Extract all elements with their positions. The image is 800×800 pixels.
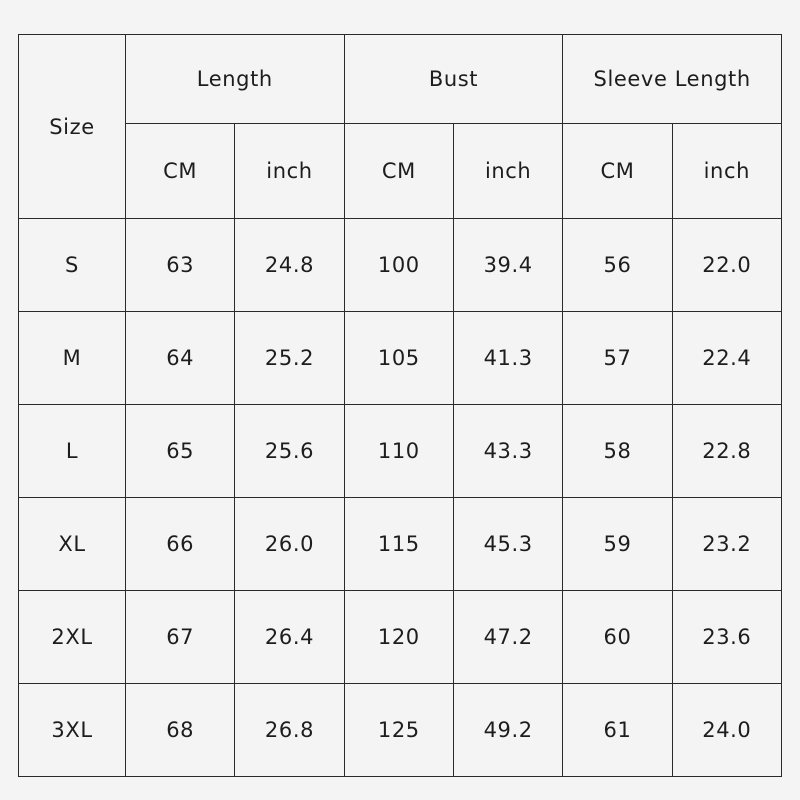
cell-bust-inch: 49.2 xyxy=(453,684,562,777)
cell-length-inch: 25.6 xyxy=(235,405,344,498)
cell-sleeve-cm: 58 xyxy=(563,405,672,498)
cell-bust-cm: 125 xyxy=(344,684,453,777)
header-group-bust: Bust xyxy=(344,35,563,124)
cell-length-cm: 67 xyxy=(126,591,235,684)
header-unit-length-inch: inch xyxy=(235,124,344,219)
header-group-sleeve-length: Sleeve Length xyxy=(563,35,782,124)
cell-length-cm: 65 xyxy=(126,405,235,498)
table-row xyxy=(19,591,782,684)
cell-length-cm: 66 xyxy=(126,498,235,591)
table-header-unit-row xyxy=(19,124,782,219)
cell-bust-cm: 120 xyxy=(344,591,453,684)
cell-length-cm: 68 xyxy=(126,684,235,777)
header-group-length: Length xyxy=(126,35,345,124)
cell-bust-inch: 47.2 xyxy=(453,591,562,684)
cell-length-inch: 26.4 xyxy=(235,591,344,684)
cell-length-cm: 64 xyxy=(126,312,235,405)
table-row xyxy=(19,312,782,405)
cell-sleeve-cm: 60 xyxy=(563,591,672,684)
cell-bust-cm: 115 xyxy=(344,498,453,591)
header-unit-sleeve-cm: CM xyxy=(563,124,672,219)
cell-bust-cm: 105 xyxy=(344,312,453,405)
cell-size: L xyxy=(19,405,126,498)
size-chart-table xyxy=(18,34,782,777)
cell-sleeve-inch: 23.2 xyxy=(672,498,781,591)
cell-length-inch: 26.0 xyxy=(235,498,344,591)
cell-sleeve-cm: 61 xyxy=(563,684,672,777)
cell-length-cm: 63 xyxy=(126,219,235,312)
cell-sleeve-inch: 24.0 xyxy=(672,684,781,777)
cell-sleeve-inch: 22.4 xyxy=(672,312,781,405)
cell-sleeve-inch: 23.6 xyxy=(672,591,781,684)
header-size-corner: Size xyxy=(19,35,126,219)
cell-size: S xyxy=(19,219,126,312)
table-header-group-row xyxy=(19,35,782,124)
cell-sleeve-inch: 22.0 xyxy=(672,219,781,312)
cell-size: M xyxy=(19,312,126,405)
cell-bust-inch: 43.3 xyxy=(453,405,562,498)
cell-length-inch: 26.8 xyxy=(235,684,344,777)
header-unit-length-cm: CM xyxy=(126,124,235,219)
cell-sleeve-inch: 22.8 xyxy=(672,405,781,498)
cell-sleeve-cm: 56 xyxy=(563,219,672,312)
table-row xyxy=(19,405,782,498)
header-unit-bust-cm: CM xyxy=(344,124,453,219)
cell-length-inch: 25.2 xyxy=(235,312,344,405)
header-unit-bust-inch: inch xyxy=(453,124,562,219)
cell-size: 3XL xyxy=(19,684,126,777)
cell-size: 2XL xyxy=(19,591,126,684)
table-row xyxy=(19,498,782,591)
cell-bust-inch: 45.3 xyxy=(453,498,562,591)
cell-length-inch: 24.8 xyxy=(235,219,344,312)
cell-bust-inch: 41.3 xyxy=(453,312,562,405)
cell-size: XL xyxy=(19,498,126,591)
table-row xyxy=(19,219,782,312)
cell-bust-cm: 110 xyxy=(344,405,453,498)
cell-sleeve-cm: 57 xyxy=(563,312,672,405)
cell-bust-cm: 100 xyxy=(344,219,453,312)
table-row xyxy=(19,684,782,777)
cell-bust-inch: 39.4 xyxy=(453,219,562,312)
header-unit-sleeve-inch: inch xyxy=(672,124,781,219)
cell-sleeve-cm: 59 xyxy=(563,498,672,591)
